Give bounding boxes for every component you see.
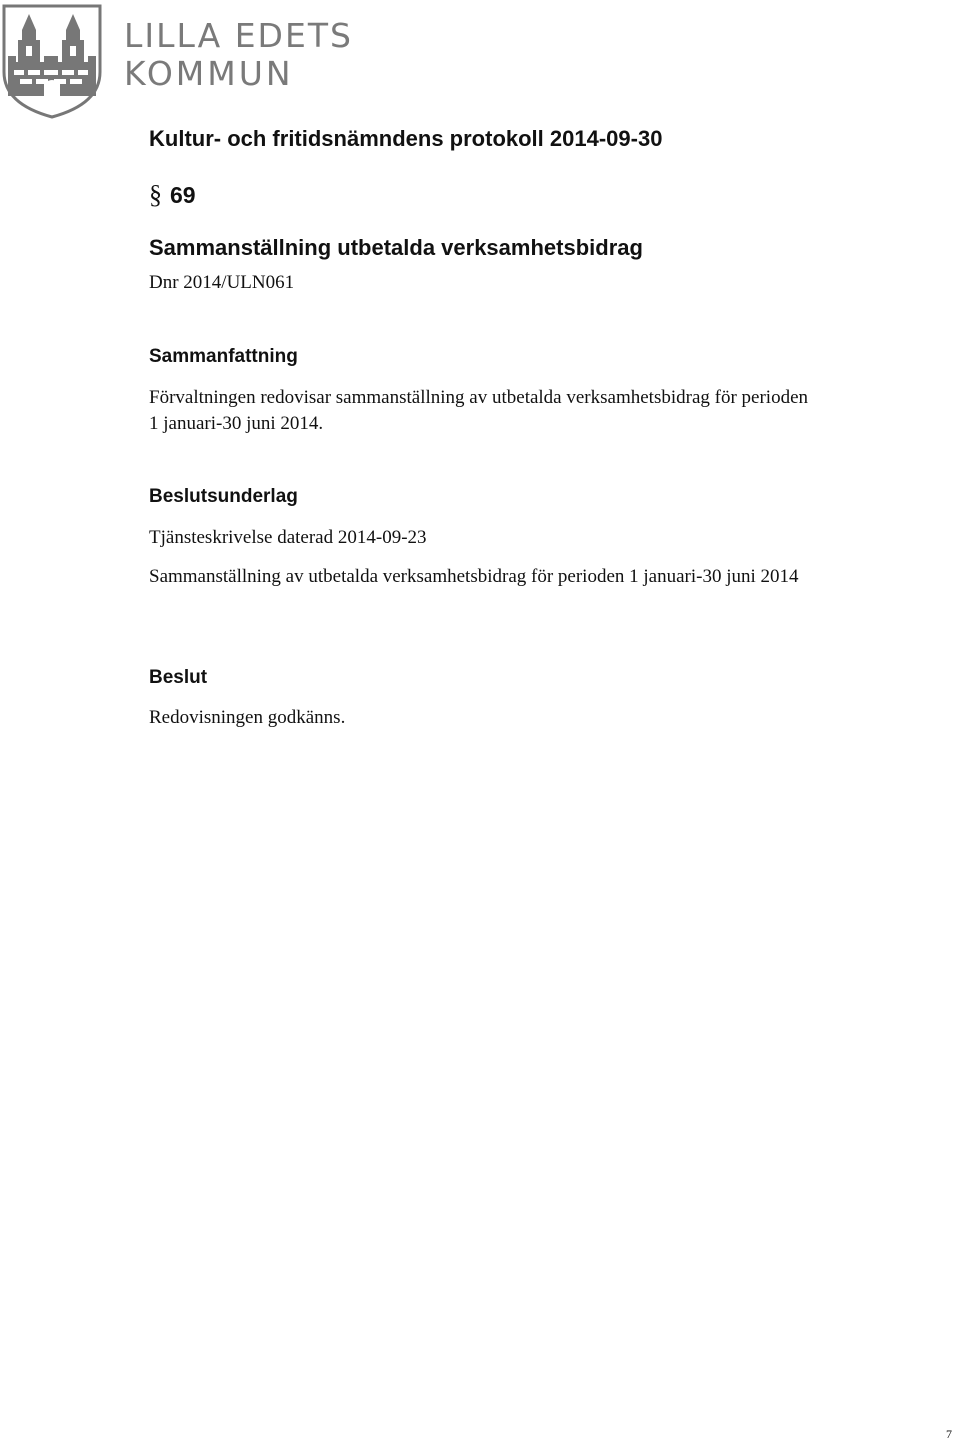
paragraph-number — [149, 180, 196, 210]
paragraph-symbol: § — [149, 180, 162, 209]
summary-line-2: 1 januari-30 juni 2014. — [149, 413, 324, 434]
basis-item-1: Tjänsteskrivelse daterad 2014-09-23 — [149, 527, 427, 548]
summary-heading: Sammanfattning — [149, 346, 298, 367]
basis-item-2: Sammanställning av utbetalda verksamhetsbidrag för perioden 1 januari-30 juni 2014 — [149, 566, 799, 587]
registration-number: Dnr 2014/ULN061 — [149, 272, 295, 293]
summary-line-1: Förvaltningen redovisar sammanställning av utbetalda verksamhetsbidrag för perioden — [149, 387, 809, 408]
logo-text-line2: KOMMUN — [124, 54, 294, 93]
protocol-title: Kultur- och fritidsnämndens protokoll 2014-09-30 — [149, 126, 663, 151]
basis-heading: Beslutsunderlag — [149, 486, 298, 507]
decision-heading: Beslut — [149, 667, 208, 688]
page-number: 7 — [946, 1427, 952, 1441]
municipal-coat-of-arms-icon — [0, 0, 104, 120]
decision-text: Redovisningen godkänns. — [149, 707, 346, 728]
logo-text-line1: LILLA EDETS — [124, 16, 353, 55]
subject-heading: Sammanställning utbetalda verksamhetsbidrag — [149, 235, 643, 260]
paragraph-number-value: 69 — [170, 182, 196, 208]
